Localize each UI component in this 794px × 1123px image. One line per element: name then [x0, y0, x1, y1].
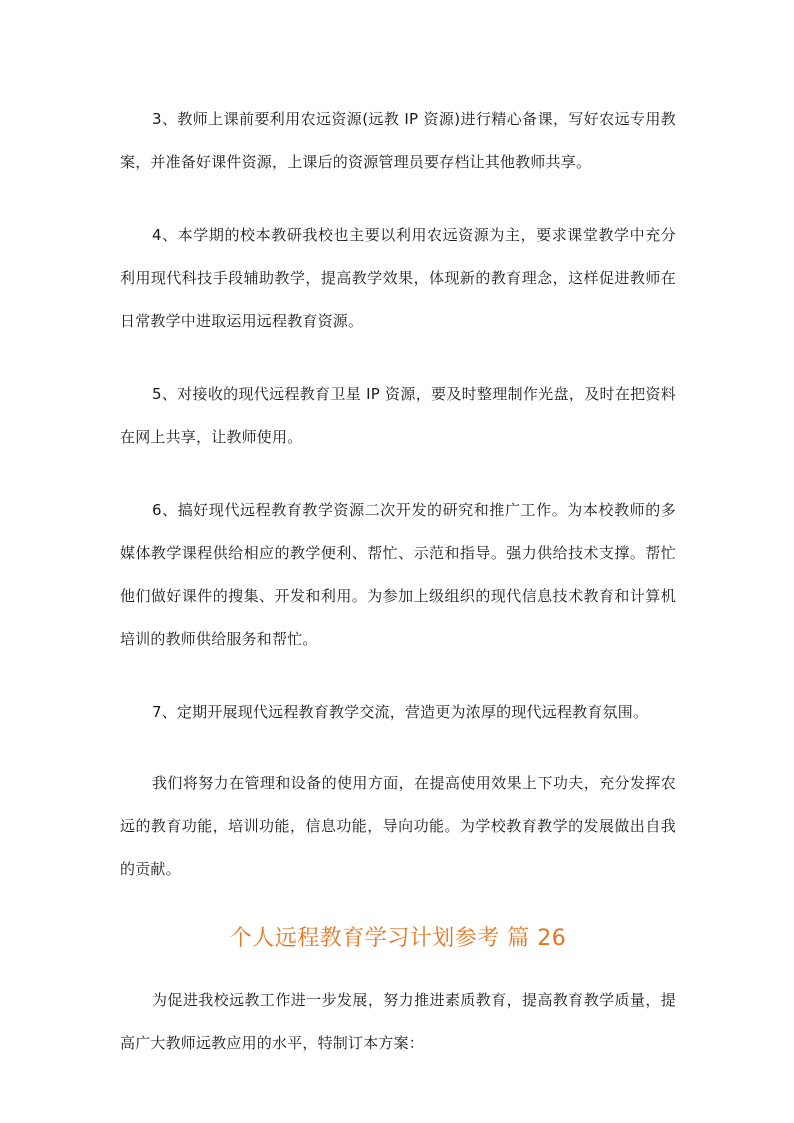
paragraph-conclusion: 我们将努力在管理和设备的使用方面，在提高使用效果上下功夫，充分发挥农远的教育功能，培训功能，信息功能，导向功能。为学校教育教学的发展做出自我的贡献。: [120, 774, 676, 878]
document-body: [120, 98, 676, 1095]
paragraph-item-7: 7、定期开展现代远程教育教学交流，营造更为浓厚的现代远程教育氛围。: [152, 703, 649, 721]
paragraph-item-4: 4、本学期的校本教研我校也主要以利用农远资源为主，要求课堂教学中充分利用现代科技手段辅助教学，提高教学效果，体现新的教育理念，这样促进教师在日常教学中进取运用远程教育资源。: [120, 226, 676, 330]
section-heading: 个人远程教育学习计划参考 篇 26: [229, 926, 567, 951]
paragraph-item-3: 3、教师上课前要利用农远资源(远教 IP 资源)进行精心备课，写好农远专用教案，并准备好课件资源，上课后的资源管理员要存档让其他教师共享。: [120, 110, 676, 171]
paragraph-item-6: 6、搞好现代远程教育教学资源二次开发的研究和推广工作。为本校教师的多媒体教学课程供给相应的教学便利、帮忙、示范和指导。强力供给技术支撑。帮忙他们做好课件的搜集、开发和利用。为参加上级组织的现代信息技术教育和计算机培训的教师供给服务和帮忙。: [120, 501, 676, 648]
paragraph-intro: 为促进我校远教工作进一步发展，努力推进素质教育，提高教育教学质量，提高广大教师远教应用的水平，特制订本方案：: [120, 991, 676, 1052]
paragraph-item-5: 5、对接收的现代远程教育卫星 IP 资源，要及时整理制作光盘，及时在把资料在网上共享，让教师使用。: [120, 385, 676, 446]
